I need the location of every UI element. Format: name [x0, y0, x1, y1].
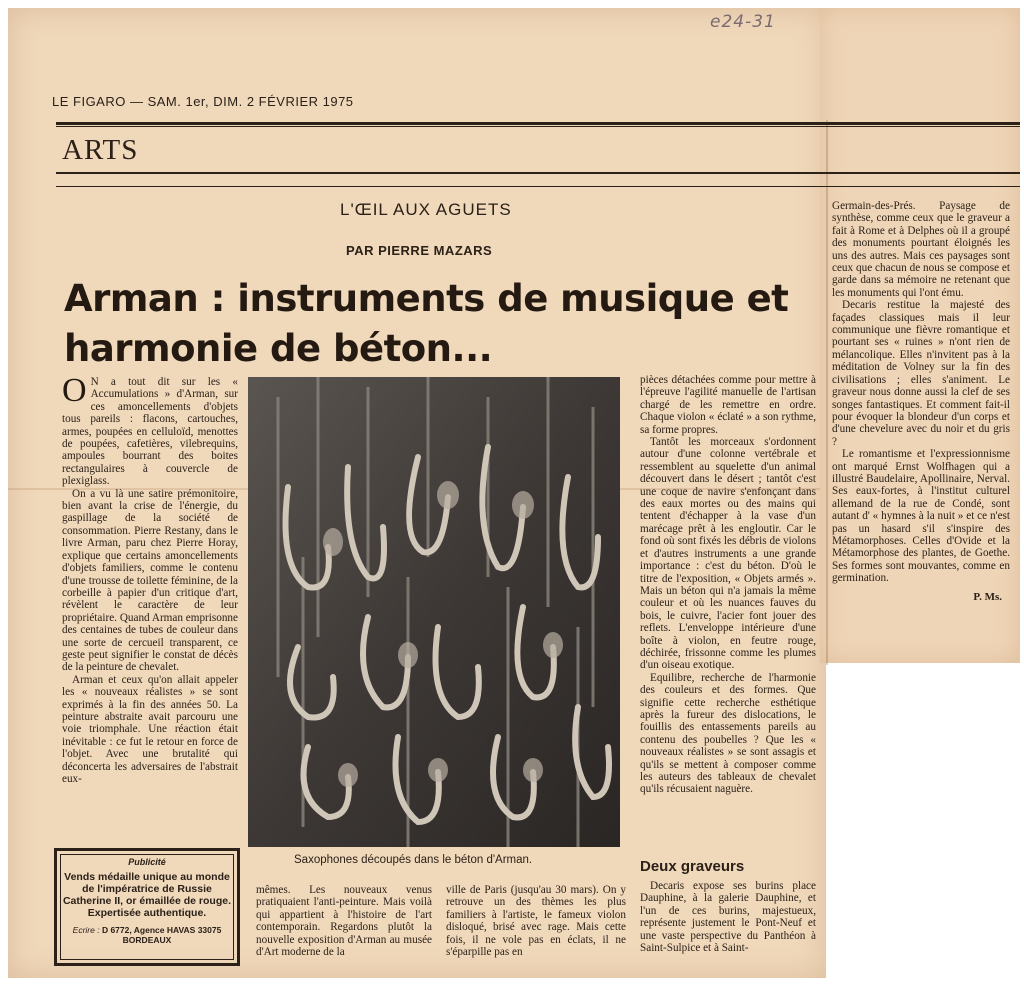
section-title: ARTS — [62, 134, 139, 166]
paragraph: Decaris expose ses burins place Dauphine, à la galerie Dauphine, et l'un de ces burins, majestueux, représente justement le Pont-Neuf et une vaste perspective du Panthéon à Saint-Sulpice et à Saint- — [640, 880, 816, 955]
ad-contact: Ecrire : D 6772, Agence HAVAS 33075 BORDEAUX — [72, 925, 222, 945]
dateline: LE FIGARO — SAM. 1er, DIM. 2 FÉVRIER 1975 — [52, 94, 354, 109]
archive-reference: e24-31 — [710, 12, 776, 32]
paragraph: Arman et ceux qu'on allait appeler les « nouveaux réalistes » se sont exprimés à la fin des années 50. La peinture abstraite avait parcouru une voie triomphale. Une réaction était inévitable : ce fut le retour en force de l'objet. Avec une brutalité qui déconcerta les adversaires de l'abstrait eux- — [62, 673, 238, 785]
header-rule-thin — [56, 126, 1020, 127]
byline: PAR PIERRE MAZARS — [346, 243, 493, 258]
drop-cap: O — [62, 372, 87, 409]
paragraph: Le romantisme et l'expressionnisme ont marqué Ernst Wolfhagen qui a illustré Baudelaire, Apollinaire, Nerval. Ses eaux-fortes, à l'institut culturel allemand de la rue de Condé, sont autant d' « hymnes à la nuit » et ce n'est pas un hasard s'il s'inspire des Métamorphoses. Celles d'Ovide et la Métamorphose des plantes, de Goethe. Ses formes sont mouvantes, comme en germination. — [832, 448, 1010, 585]
paragraph: pièces détachées comme pour mettre à l'épreuve l'agilité manuelle de l'artisan chargé de les remettre en ordre. Chaque violon « éclaté » a son rythme, sa forme propres. — [640, 374, 816, 436]
headline: Arman : instruments de musique et harmonie de béton... — [64, 277, 789, 370]
ad-label: Publicité — [128, 857, 166, 867]
column-kicker: L'ŒIL AUX AGUETS — [340, 200, 512, 219]
fold-line-vertical — [826, 120, 828, 665]
paragraph: Germain-des-Prés. Paysage de synthèse, comme ceux que le graveur a fait à Rome et à Delphes où il a groupé des monuments pourtant éloignés les uns des autres. Mais ces paysages sont ceux que chacun de nous se compose et garde dans sa mémoire ne retenant que les monuments qui l'ont ému. — [832, 200, 1010, 299]
ad-text: Vends médaille unique au monde de l'impératrice de Russie Catherine II, or émaillée de rouge. Expertisée authentique. — [62, 871, 232, 919]
column-5 — [832, 200, 1010, 603]
classified-ad — [54, 848, 240, 966]
header-rule — [56, 122, 1020, 125]
author-signature: P. Ms. — [973, 590, 1002, 603]
column-4 — [640, 374, 816, 796]
column-4-bottom — [640, 880, 816, 954]
column-3-bottom: ville de Paris (jusqu'au 30 mars). On y retrouve un des thèmes les plus familiers à l'artiste, le fameux violon disloqué, brisé avec rage. Mais cette fois, il ne vole pas en éclats, il ne s'éparpille pas en — [446, 884, 626, 959]
column-2-bottom: mêmes. Les nouveaux venus pratiquaient l'anti-peinture. Mais voilà qui appartient à l'histoire de l'art contemporain. Regardons plutôt la nouvelle exposition d'Arman au musée d'Art moderne de la — [256, 884, 432, 959]
saxophone-photo — [248, 377, 620, 847]
subheading: Deux graveurs — [640, 858, 745, 875]
paragraph: Tantôt les morceaux s'ordonnent autour d'une colonne vertébrale et ressemblent au squelette d'un animal découvert dans le désert ; tantôt c'est une coque de navire s'enfonçant dans des eaux mortes ou des mains qui tentent d'échapper à la vase d'un marécage prêt à les engloutir. Car le fond où sont fixés les débris de violons et d'autres instruments a une grande importance : c'est du béton. D'où le titre de l'exposition, « Objets armés ». Mais un béton qui n'a jamais la même couleur et où les nuances fauves du bois, le cuivre, l'acier font jouer des reflets. L'enveloppe intérieure d'une boîte à violon, en feutre rouge, déchirée, frissonne comme les plumes d'un oiseau exotique. — [640, 436, 816, 672]
column-1 — [62, 372, 238, 785]
section-rule — [56, 172, 1020, 174]
paragraph: On a vu là une satire prémonitoire, bien avant la crise de l'énergie, du gaspillage de la société de consommation. Pierre Restany, dans le livre Arman, paru chez Pierre Horay, explique que certains amoncellements d'objets familiers, comme le contenu d'une trousse de toilette féminine, de la corbeille à papier d'un critique d'art, révèlent le caractère de leur propriétaire. Quand Arman emprisonne des centaines de tubes de couleur dans une sorte de cercueil transparent, ce geste peut signifier le constat de décès de la peinture de chevalet. — [62, 487, 238, 674]
section-rule-thin — [56, 186, 1020, 187]
photo-caption: Saxophones découpés dans le béton d'Arman. — [294, 854, 533, 866]
paragraph: Decaris restitue la majesté des façades classiques mais il leur communique une fièvre romantique et pourtant ses « ruines » n'ont rien de mélancolique. Elles n'invitent pas à la méditation de Volney sur la fin des civilisations ; elles s'animent. Le graveur nous donne aussi la clef de ses songes fantastiques. Et comment fait-il pour évoquer la blondeur d'un corps et d'une chevelure avec du noir et du gris ? — [832, 299, 1010, 448]
paragraph: Equilibre, recherche de l'harmonie des couleurs et des formes. Que signifie cette recherche esthétique après la fureur des dislocations, le fouillis des entassements pareils au contenu des poubelles ? Que les « nouveaux réalistes » se sont assagis et qu'ils se mettent à composer comme les auteurs des tableaux de chevalet qu'ils récusaient naguère. — [640, 671, 816, 796]
paragraph: O N a tout dit sur les « Accumulations » d'Arman, sur ces amoncellements d'objets tous pareils : flacons, cartouches, armes, poupées en celluloïd, menottes de poupées, cafetières, vilebrequins, ampoules bourrant des boites rectangulaires à couvercle de plexiglass. — [62, 372, 238, 488]
ad-frame — [60, 854, 234, 960]
